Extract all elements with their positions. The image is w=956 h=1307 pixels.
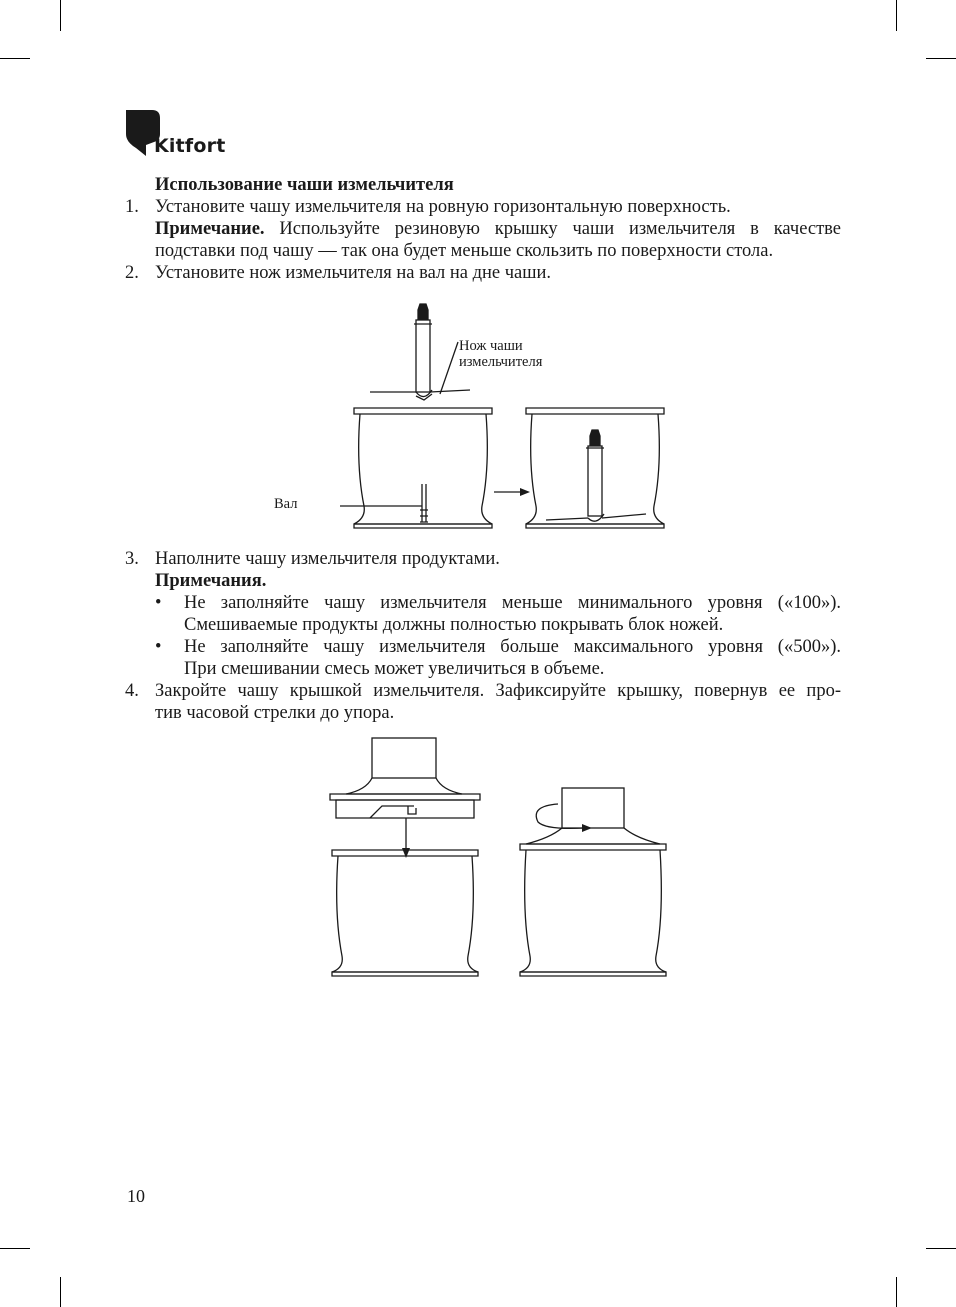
step-text: Установите чашу измельчителя на ровную горизонтальную поверхность. [155, 197, 731, 217]
crop-mark [60, 1277, 61, 1307]
step-number: 3. [125, 549, 139, 569]
bullet: • [155, 637, 162, 657]
section-heading: Использование чаши измельчителя [155, 175, 454, 195]
crop-mark [0, 1248, 30, 1249]
step-text: Закройте чашу крышкой измельчителя. Зафиксируйте крышку, повернув ее про- [155, 681, 841, 701]
note-label: Примечание. [155, 219, 265, 239]
bullet: • [155, 593, 162, 613]
bullet-text: Смешиваемые продукты должны полностью покрывать блок ножей. [184, 615, 724, 635]
step-number: 4. [125, 681, 139, 701]
crop-mark [896, 0, 897, 31]
crop-mark [896, 1277, 897, 1307]
bullet-text: Не заполняйте чашу измельчителя больше максимального уровня («500»). [184, 637, 841, 657]
step-number: 1. [125, 197, 139, 217]
notes-label: Примечания. [155, 571, 267, 591]
bullet-text: Не заполняйте чашу измельчителя меньше минимального уровня («100»). [184, 593, 841, 613]
step-text: Наполните чашу измельчителя продуктами. [155, 549, 500, 569]
crop-mark [926, 1248, 956, 1249]
crop-mark [0, 58, 30, 59]
knife-label [459, 338, 542, 370]
bullet-text: При смешивании смесь может увеличиться в объеме. [184, 659, 605, 679]
lid-closing-figure [326, 734, 676, 984]
knife-label-line: измельчителя [459, 354, 543, 370]
step-text: Установите нож измельчителя на вал на дне чаши. [155, 263, 552, 283]
note-text: подставки под чашу — так она будет меньше скользить по поверхности стола. [155, 241, 774, 261]
crop-mark [60, 0, 61, 31]
knife-label-line: Нож чаши [459, 338, 523, 354]
note-line [155, 218, 841, 240]
shaft-label: Вал [274, 496, 298, 512]
step-number: 2. [125, 263, 139, 283]
brand-name: Kitfort [154, 135, 226, 157]
note-text: Используйте резиновую крышку чаши измельчителя в качестве [279, 219, 841, 239]
knife-installation-figure [340, 296, 680, 538]
crop-mark [926, 58, 956, 59]
step-text: тив часовой стрелки до упора. [155, 703, 395, 723]
page-number: 10 [127, 1186, 145, 1206]
